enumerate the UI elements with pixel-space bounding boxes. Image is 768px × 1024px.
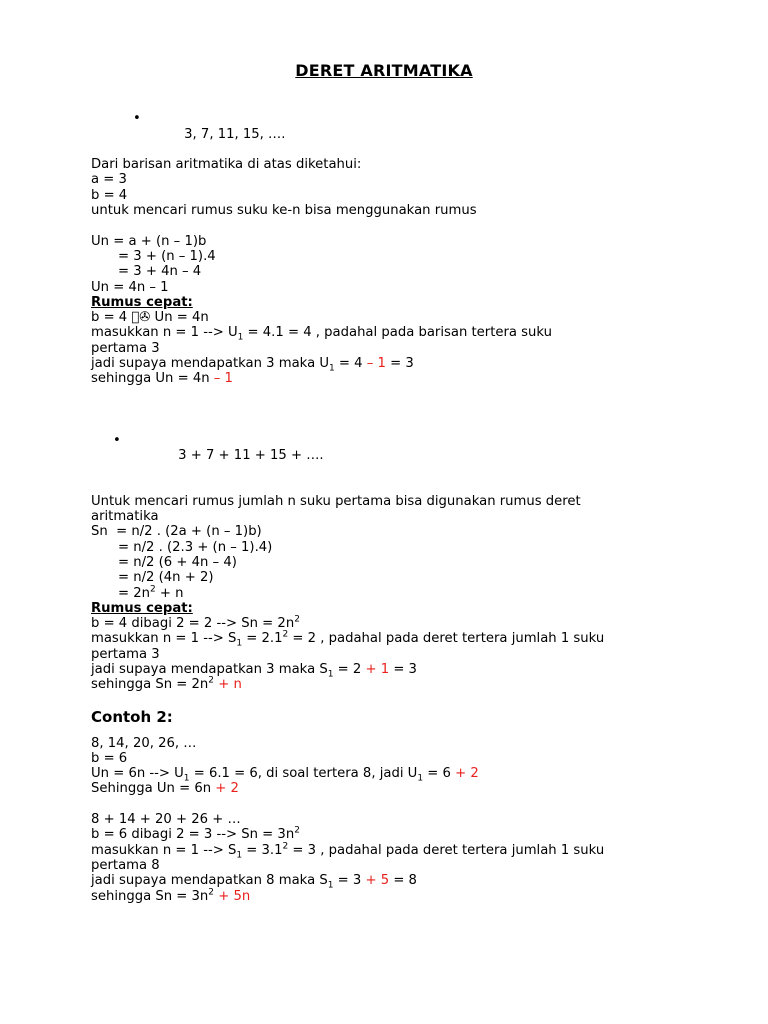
rumus-cepat-heading: Rumus cepat:: [91, 294, 193, 310]
list-item: • 3 + 7 + 11 + 15 + ….: [113, 432, 324, 463]
formula-line: = $2n^2 + n$: [118, 584, 184, 601]
formula-line: = n/2 (6 + 4n – 4): [118, 554, 237, 570]
section-heading: Contoh 2:: [91, 707, 173, 726]
formula-line: Sn = n/2 . (2a + (n – 1)b): [91, 524, 262, 540]
text-line: pertama 3: [91, 340, 160, 356]
text-line: masukkan n = 1 --> $S_1 = 3.1^2 = 3$ , padahal pada deret tertera jumlah 1 suku: [91, 841, 605, 861]
text-line: jadi supaya mendapatkan 3 maka $U_1 = 4 - 1 = 3$: [91, 356, 414, 374]
text-line: sehingga Un = 4n – 1: [91, 371, 233, 387]
text-line: a = 3: [91, 172, 127, 188]
text-line: masukkan n = 1 --> $S_1 = 2.1^2 = 2$ , padahal pada deret tertera jumlah 1 suku: [91, 630, 605, 650]
document-body: [91, 96, 691, 904]
formula-line: = 3 + (n – 1).4: [118, 248, 216, 264]
formula-line: = n/2 . (2.3 + (n – 1).4): [118, 539, 273, 555]
formula-line: = n/2 (4n + 2): [118, 570, 214, 586]
text-line: pertama 3: [91, 646, 160, 662]
text-line: sehingga $Sn = 2n^2 + n$: [91, 675, 242, 693]
list-item: • 3, 7, 11, 15, ….: [133, 111, 286, 142]
text-line: Dari barisan aritmatika di atas diketahui:: [91, 157, 362, 173]
bullet-icon: •: [113, 432, 121, 448]
rumus-cepat-heading: Rumus cepat:: [91, 600, 193, 616]
text-line: untuk mencari rumus suku ke-n bisa menggunakan rumus: [91, 203, 477, 219]
text-line: b = 4: [91, 187, 128, 203]
text-line: Untuk mencari rumus jumlah n suku pertama bisa digunakan rumus deret: [91, 493, 581, 509]
text-line: aritmatika: [91, 509, 159, 525]
text-line: masukkan n = 1 --> $U_1 = 4.1 = 4$ , padahal pada barisan tertera suku: [91, 325, 553, 344]
text-line: 8 + 14 + 20 + 26 + …: [91, 812, 241, 828]
bullet-icon: •: [133, 111, 141, 127]
page-title: DERET ARITMATIKA: [295, 61, 473, 80]
text-line: b = 4 ⃞✇ Un = 4n: [91, 310, 209, 326]
text-line: 8, 14, 20, 26, …: [91, 735, 197, 751]
formula-line: Un = 4n – 1: [91, 279, 169, 295]
text-line: Un = 6n --> $U_1 = 6.1 = 6$, di soal tertera 8, jadi $U_1 = 6 + 2$: [91, 766, 479, 784]
text-line: jadi supaya mendapatkan 8 maka $S_1 = 3 + 5 = 8$: [91, 873, 417, 891]
formula-line: Un = a + (n – 1)b: [91, 233, 207, 249]
text-line: b = 4 dibagi 2 = 2 --> $Sn = 2n^2$: [91, 614, 300, 632]
text-line: b = 6 dibagi 2 = 3 --> $Sn = 3n^2$: [91, 825, 300, 843]
text-line: sehingga $Sn = 3n^2 + 5n$: [91, 887, 251, 904]
text-line: b = 6: [91, 750, 128, 766]
text-line: jadi supaya mendapatkan 3 maka $S_1 = 2 + 1 = 3$: [91, 661, 417, 680]
text-line: Sehingga Un = 6n + 2: [91, 781, 239, 797]
formula-line: = 3 + 4n – 4: [118, 264, 202, 280]
text-line: pertama 8: [91, 857, 160, 873]
